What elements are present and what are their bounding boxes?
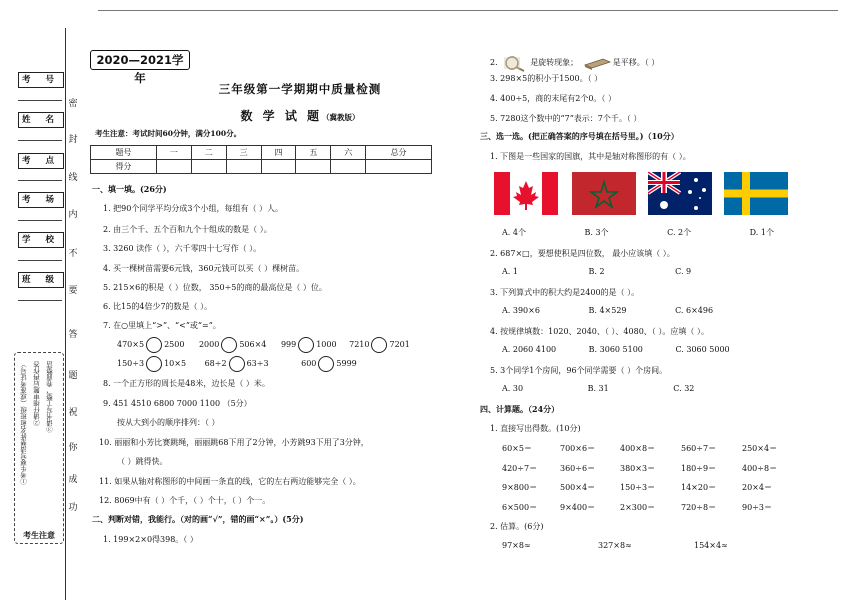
compare-left: 7210 xyxy=(349,340,370,349)
compare-left: 999 xyxy=(280,340,297,349)
fill-q3: 3. 3260 读作（ ），六千零四十七写作（ ）。 xyxy=(103,244,262,253)
choice-q2: 2. 687×□，要想使积是四位数， 最小应该填（ ）。 xyxy=(490,249,675,258)
seal-char: 内 xyxy=(68,210,78,220)
choice-q1-options xyxy=(502,227,774,238)
calc-part-1: 1. 直接写出得数。(10分) xyxy=(490,424,581,433)
seal-char: 线 xyxy=(68,173,78,183)
compare-row-2 xyxy=(117,356,357,372)
side-line xyxy=(18,100,62,101)
seal-char: 答 xyxy=(68,330,78,340)
judge-q2-number: 2. xyxy=(490,58,498,67)
calc-item: 500×4＝ xyxy=(560,483,596,492)
calc-item: 180÷9＝ xyxy=(681,464,717,473)
choice-q2-options xyxy=(502,267,691,276)
calc-item: 720÷8＝ xyxy=(681,503,717,512)
judge-q2-rotation: 是旋转现象； xyxy=(530,58,579,67)
australia-flag xyxy=(648,172,712,215)
calc-item: 700×6＝ xyxy=(560,444,596,453)
fill-q9: 9. 451 4510 6800 7000 1100 （5分） xyxy=(103,399,252,408)
judge-q3: 3. 298×5的积小于1500。（ ） xyxy=(490,74,603,83)
score-cell[interactable] xyxy=(331,160,366,174)
seal-char: 祝 xyxy=(68,408,78,418)
notes-title: 考生注意 xyxy=(23,530,55,540)
calc-item: 560÷7＝ xyxy=(681,444,717,453)
seal-char: 功 xyxy=(68,503,78,513)
compare-left: 150÷3 xyxy=(117,359,145,368)
translation-picture-icon xyxy=(583,55,611,71)
calc-item: 6×500＝ xyxy=(502,503,538,512)
canada-flag xyxy=(494,172,558,215)
exam-notice: 考生注意：考试时间60分钟，满分100分。 xyxy=(95,129,242,138)
calc-item: 60×5＝ xyxy=(502,444,532,453)
option-b[interactable]: B. 2 xyxy=(588,267,605,276)
cell: 得分 xyxy=(91,160,157,174)
judge-q5: 5. 7280这个数中的“7”表示：7个千。（ ） xyxy=(490,114,642,123)
fill-q12: 12. 8069中有（ ）个千，（ ）个十，（ ）个一。 xyxy=(99,496,271,505)
score-cell[interactable] xyxy=(156,160,191,174)
side-line xyxy=(18,220,62,221)
judge-q1: 1. 199×2×0得398。（ ） xyxy=(103,535,198,544)
calc-item: 90÷3＝ xyxy=(742,503,772,512)
binding-line xyxy=(65,28,66,600)
cell: 六 xyxy=(331,146,366,160)
judge-q4: 4. 400÷5，商的末尾有2个0。（ ） xyxy=(490,94,616,103)
judge-q2 xyxy=(490,54,659,72)
score-header-row xyxy=(91,146,432,160)
seal-char: 封 xyxy=(68,135,78,145)
side-label-school: 学 校 xyxy=(18,232,64,248)
seal-char: 成 xyxy=(68,475,78,485)
score-cell[interactable] xyxy=(226,160,261,174)
calc-item: 150÷3＝ xyxy=(620,483,656,492)
compare-circle[interactable] xyxy=(229,356,245,372)
compare-right: 7201 xyxy=(389,340,410,349)
estimate-item: 327×8≈ xyxy=(598,541,632,550)
compare-right: 10×5 xyxy=(164,359,187,368)
choice-q4-options xyxy=(502,345,730,354)
estimate-item: 97×8≈ xyxy=(502,541,531,550)
fill-q1: 1. 把90个同学平均分成3个小组，每组有（ ）人。 xyxy=(103,204,283,213)
note-item: ③请书写工整，卷面整洁 xyxy=(46,361,54,433)
cell: 三 xyxy=(226,146,261,160)
compare-left: 68÷2 xyxy=(204,359,227,368)
top-rule xyxy=(98,10,838,11)
fill-q6: 6. 比15的4倍少7的数是（ ）。 xyxy=(103,302,213,311)
seal-char: 不 xyxy=(68,249,78,259)
option-c[interactable]: C. 3060 5000 xyxy=(675,345,730,354)
cell: 二 xyxy=(191,146,226,160)
calc-item: 400×8＝ xyxy=(620,444,656,453)
option-b[interactable]: B. 4×529 xyxy=(588,306,627,315)
choice-q3: 3. 下列算式中的积大约是2400的是（ ）。 xyxy=(490,288,640,297)
option-c[interactable]: C. 9 xyxy=(675,267,692,276)
option-a[interactable]: A. 390×6 xyxy=(502,306,540,315)
calc-item: 9×800＝ xyxy=(502,483,538,492)
seal-char: 题 xyxy=(68,371,78,381)
compare-right: 1000 xyxy=(316,340,337,349)
seal-char: 要 xyxy=(68,286,78,296)
option-c[interactable]: C. 6×496 xyxy=(675,306,714,315)
side-line xyxy=(18,300,62,301)
subject-title xyxy=(220,107,380,124)
seal-char: 你 xyxy=(68,443,78,453)
choice-q4: 4. 按规律填数：1020、2040、（ ）、4080、（ ）。应填（ ）。 xyxy=(490,327,709,336)
score-table xyxy=(90,145,432,174)
school-year: 2020—2021学年 xyxy=(90,50,190,70)
score-value-row xyxy=(91,160,432,174)
section-1-title: 一、填一填。(26分) xyxy=(92,184,167,194)
calc-item: 14×20＝ xyxy=(681,483,717,492)
cell: 总分 xyxy=(366,146,432,160)
fill-q2: 2. 由三个千、五个百和九个十组成的数是（ ）。 xyxy=(103,225,272,234)
side-line xyxy=(18,180,62,181)
fill-q5: 5. 215×6的积是（ ）位数， 350÷5的商的最高位是（ ）位。 xyxy=(103,283,327,292)
compare-circle[interactable] xyxy=(298,337,314,353)
side-label-site: 考 点 xyxy=(18,153,64,169)
option-c[interactable]: C. 32 xyxy=(673,384,695,393)
calc-item: 420÷7＝ xyxy=(502,464,538,473)
side-label-name: 姓 名 xyxy=(18,112,64,128)
compare-left: 470×5 xyxy=(117,340,145,349)
side-label-class: 班 级 xyxy=(18,272,64,288)
compare-left: 600 xyxy=(301,359,317,368)
option-c[interactable]: C. 2个 xyxy=(667,228,692,237)
cell: 一 xyxy=(156,146,191,160)
option-a[interactable]: A. 1 xyxy=(502,267,518,276)
calc-item: 400÷8＝ xyxy=(742,464,778,473)
fill-q8: 8. 一个正方形的周长是48米，边长是（ ）米。 xyxy=(103,379,270,388)
side-line xyxy=(18,140,62,141)
calc-item: 380×3＝ xyxy=(620,464,656,473)
compare-circle[interactable] xyxy=(371,337,387,353)
candidate-notes xyxy=(14,352,64,544)
calc-item: 360÷6＝ xyxy=(560,464,596,473)
option-b[interactable]: B. 3060 5100 xyxy=(588,345,643,354)
compare-circle[interactable] xyxy=(146,337,162,353)
option-d[interactable]: D. 1个 xyxy=(749,228,774,237)
exam-title: 三年级第一学期期中质量检测 xyxy=(218,82,382,96)
fill-q4: 4. 买一棵树苗需要6元钱，360元钱可以买（ ）棵树苗。 xyxy=(103,264,305,273)
seal-char: 密 xyxy=(68,99,78,109)
calc-item: 250×4＝ xyxy=(742,444,778,453)
compare-right: 2500 xyxy=(164,340,185,349)
judge-q2-translation: 是平移。（ ） xyxy=(612,58,660,67)
cell: 五 xyxy=(296,146,331,160)
compare-row-1 xyxy=(117,337,410,353)
edition: （冀教版） xyxy=(322,113,360,122)
side-label-room: 考 场 xyxy=(18,192,64,208)
calc-item: 2×300＝ xyxy=(620,503,656,512)
choice-q5: 5. 3个同学1个房间，96个同学需要（ ）个房间。 xyxy=(490,366,668,375)
choice-q1: 1. 下图是一些国家的国旗，其中是轴对称图形的有（ ）。 xyxy=(490,152,691,161)
cell: 四 xyxy=(261,146,296,160)
compare-left: 2000 xyxy=(198,340,220,349)
morocco-flag xyxy=(572,172,636,215)
calc-item: 9×400＝ xyxy=(560,503,596,512)
compare-right: 63÷3 xyxy=(246,359,269,368)
estimate-item: 154×4≈ xyxy=(694,541,728,550)
compare-right: 5999 xyxy=(336,359,357,368)
rotation-picture-icon xyxy=(502,54,528,72)
fill-q7: 7. 在○里填上“>”、“<”或“=”。 xyxy=(103,321,221,330)
side-line xyxy=(18,260,62,261)
compare-circle[interactable] xyxy=(318,356,334,372)
section-3-title: 三、选一选。(把正确答案的序号填在括号里。)（10分） xyxy=(480,131,679,141)
compare-circle[interactable] xyxy=(146,356,162,372)
choice-q3-options xyxy=(502,306,713,315)
calc-part-2: 2. 估算。(6分) xyxy=(490,522,544,531)
score-cell[interactable] xyxy=(296,160,331,174)
section-4-title: 四、计算题。（24分） xyxy=(480,404,560,414)
cell: 题号 xyxy=(91,146,157,160)
note-item: ②请仔细审题后再作答 xyxy=(33,361,41,426)
option-b[interactable]: B. 31 xyxy=(587,384,609,393)
score-cell[interactable] xyxy=(261,160,296,174)
calc-item: 20×4＝ xyxy=(742,483,772,492)
option-a[interactable]: A. 2060 4100 xyxy=(502,345,557,354)
choice-q5-options xyxy=(502,384,694,393)
note-item: ①考生要写清楚姓名和班级（或准考证号） xyxy=(20,361,28,485)
fill-q11: 11. 如果从轴对称图形的中间画一条直的线，它的左右两边能够完全（ ）。 xyxy=(99,477,361,486)
option-a[interactable]: A. 4个 xyxy=(502,228,526,237)
fill-q10-answer: （ ）跳得快。 xyxy=(117,457,168,466)
subject-name: 数 学 试 题 xyxy=(240,109,323,123)
side-label-exam-no: 考 号 xyxy=(18,72,64,88)
fill-q10: 10. 丽丽和小芳比赛跳绳，丽丽跳68下用了2分钟，小芳跳93下用了3分钟， xyxy=(99,438,369,447)
compare-right: 506×4 xyxy=(239,340,267,349)
score-cell[interactable] xyxy=(191,160,226,174)
option-b[interactable]: B. 3个 xyxy=(584,228,609,237)
option-a[interactable]: A. 30 xyxy=(502,384,524,393)
score-cell[interactable] xyxy=(366,160,432,174)
sweden-flag xyxy=(724,172,788,215)
fill-q9-order: 按从大到小的顺序排列：（ ） xyxy=(117,418,220,427)
section-2-title: 二、判断对错，我能行。（对的画“√”，错的画“×”。）(5分) xyxy=(92,514,304,524)
compare-circle[interactable] xyxy=(221,337,237,353)
